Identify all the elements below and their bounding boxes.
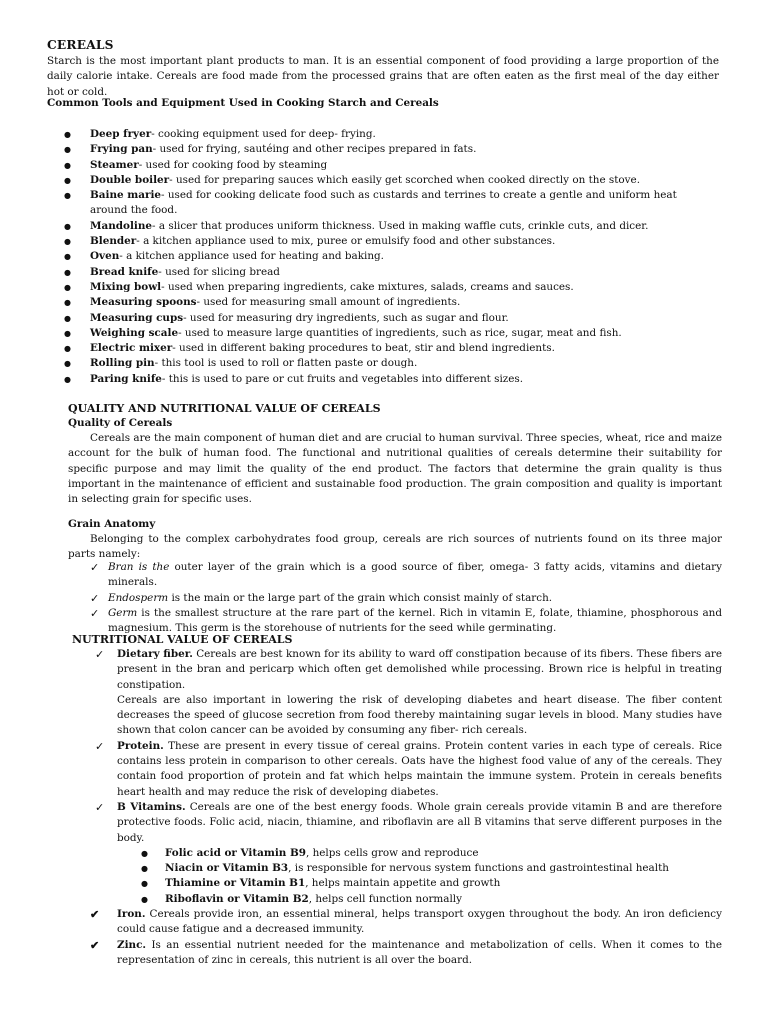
tool-desc: - this is used to pare or cut fruits and vegetables into different sizes. — [161, 372, 524, 385]
page-title: CEREALS — [47, 38, 114, 52]
list-item — [64, 295, 704, 310]
vitamin-desc: , helps cells grow and reproduce — [305, 846, 479, 859]
tool-name: Paring knife — [90, 372, 162, 385]
vitamin-b-term: B Vitamins. — [117, 800, 186, 813]
tool-desc: - used to measure large quantities of ingredients, such as rice, sugar, meat and fish. — [178, 326, 622, 339]
vitamin-list — [141, 846, 722, 907]
fiber-term: Dietary fiber. — [117, 648, 193, 660]
list-item — [64, 326, 704, 341]
check-icon: ✓ — [95, 648, 105, 661]
list-item — [95, 800, 722, 846]
nutrition-list — [90, 647, 722, 968]
list-item — [141, 892, 722, 907]
anatomy-desc: outer layer of the grain which is a good source of fiber, omega- 3 fatty acids, vitamins and dietary minerals. — [108, 561, 722, 589]
list-item — [64, 341, 704, 356]
anatomy-desc: is the main or the large part of the grain which consist mainly of starch. — [168, 591, 553, 604]
list-item — [64, 127, 704, 142]
protein-term: Protein. — [117, 739, 164, 752]
list-item — [64, 234, 704, 249]
tool-name: Oven — [90, 250, 120, 263]
quality-subheading: Quality of Cereals — [68, 417, 173, 429]
tool-name: Blender — [90, 235, 137, 248]
list-item — [90, 907, 722, 938]
check-icon: ✓ — [90, 591, 100, 605]
tool-name: Baine marie — [90, 189, 162, 202]
list-item — [141, 846, 722, 861]
fiber-desc: Cereals are best known for its ability to ward off constipation because of its fibers. These fibers are present in the bran and pericarp which often get demolished while processing. Brown rice is helpful in treating constipation. — [117, 648, 722, 691]
list-item — [64, 265, 704, 280]
list-item — [64, 249, 704, 264]
list-item — [64, 219, 704, 234]
list-item — [90, 560, 722, 591]
tool-name: Electric mixer — [90, 342, 173, 355]
tools-heading: Common Tools and Equipment Used in Cooking Starch and Cereals — [47, 97, 439, 109]
check-icon: ✓ — [90, 561, 100, 574]
check-icon: ✓ — [95, 800, 105, 814]
zinc-desc: Is an essential nutrient needed for the maintenance and metabolization of cells. When it comes to the representation of zinc in cereals, this nutrient is all over the board. — [117, 938, 722, 966]
tool-desc: - used in different baking procedures to beat, stir and blend ingredients. — [172, 342, 555, 355]
list-item — [64, 311, 704, 326]
list-item — [90, 938, 722, 969]
anatomy-desc: is the smallest structure at the rare part of the kernel. Rich in vitamin E, folate, thiamine, phosphorous and magnesium. This germ is the storehouse of nutrients for the seed while germinating. — [108, 606, 722, 635]
iron-term: Iron. — [117, 908, 146, 921]
tool-desc: - used for measuring dry ingredients, such as sugar and flour. — [183, 311, 509, 324]
tool-desc: - a kitchen appliance used for heating and baking. — [119, 250, 384, 263]
list-item — [141, 876, 722, 891]
iron-desc: Cereals provide iron, an essential mineral, helps transport oxygen throughout the body. An iron deficiency could cause fatigue and a decreased immunity. — [117, 908, 722, 936]
anatomy-heading: Grain Anatomy — [68, 518, 156, 530]
list-item — [64, 142, 704, 157]
tool-name: Double boiler — [90, 173, 170, 186]
tool-desc: - used for cooking delicate food such as custards and terrines to create a gentle and uniform heat around the food. — [90, 189, 677, 217]
anatomy-list — [90, 560, 722, 636]
anatomy-term: Bran is the — [108, 561, 170, 573]
list-item — [64, 372, 704, 387]
tools-list — [64, 127, 704, 387]
quality-paragraph: Cereals are the main component of human diet and are crucial to human survival. Three species, wheat, rice and maize account for the bulk of human food. The functional and nutritional qualities of cereals determine their suitability for specific purpose and may limit the quality of the end product. The factors that determine the grain quality is thus important in the maintenance of efficient and sustainable food production. The grain composition and quality is important in selecting grain for specific uses. — [68, 432, 722, 506]
check-icon: ✔ — [90, 908, 100, 922]
tool-name: Mixing bowl — [90, 280, 162, 293]
list-item — [95, 647, 722, 739]
check-icon: ✓ — [90, 606, 100, 620]
fiber-extra: Cereals are also important in lowering the risk of developing diabetes and heart disease. The fiber content decreases the speed of glucose secretion from food thereby maintaining sugar levels in blood. Many studies have shown that colon cancer can be avoided by consuming any fiber- rich cereals. — [117, 693, 722, 737]
zinc-term: Zinc. — [117, 938, 147, 951]
tool-name: Mandoline — [90, 219, 153, 232]
anatomy-term: Endosperm — [108, 591, 169, 604]
list-item — [64, 356, 704, 371]
tool-name: Measuring spoons — [90, 296, 197, 309]
check-icon: ✔ — [90, 938, 100, 952]
anatomy-intro: Belonging to the complex carbohydrates food group, cereals are rich sources of nutrients found on its three major parts namely: — [68, 533, 722, 561]
vitamin-desc: , helps maintain appetite and growth — [305, 877, 501, 890]
tool-desc: - cooking equipment used for deep- frying. — [151, 128, 376, 140]
nutrition-heading: NUTRITIONAL VALUE OF CEREALS — [72, 633, 293, 646]
tool-name: Weighing scale — [90, 326, 179, 339]
tool-desc: - used for frying, sautéing and other recipes prepared in fats. — [152, 143, 477, 156]
anatomy-term: Germ — [108, 606, 138, 619]
tool-name: Frying pan — [90, 143, 153, 156]
check-icon: ✓ — [95, 739, 105, 753]
tool-name: Bread knife — [90, 265, 159, 278]
vitamin-name: Folic acid or Vitamin B9 — [165, 846, 306, 859]
intro-paragraph: Starch is the most important plant products to man. It is an essential component of food providing a large proportion of the daily calorie intake. Cereals are food made from the processed grains that are often eaten as the first meal of the day either hot or cold. — [47, 55, 719, 98]
vitamin-name: Niacin or Vitamin B3 — [165, 862, 289, 875]
list-item — [64, 173, 704, 188]
tool-desc: - this tool is used to roll or flatten paste or dough. — [154, 357, 418, 370]
tool-desc: - used for preparing sauces which easily get scorched when cooked directly on the stove. — [169, 173, 640, 186]
tool-desc: - used for measuring small amount of ingredients. — [196, 296, 461, 309]
tool-desc: - used when preparing ingredients, cake mixtures, salads, creams and sauces. — [161, 280, 574, 293]
tool-name: Deep fryer — [90, 128, 152, 140]
list-item — [90, 591, 722, 606]
quality-heading: QUALITY AND NUTRITIONAL VALUE OF CEREALS — [68, 402, 381, 415]
list-item — [64, 188, 704, 219]
tool-desc: - used for slicing bread — [158, 265, 280, 278]
list-item — [64, 280, 704, 295]
vitamin-desc: , is responsible for nervous system functions and gastrointestinal health — [288, 862, 669, 875]
vitamin-name: Thiamine or Vitamin B1 — [165, 877, 306, 890]
vitamin-name: Riboflavin or Vitamin B2 — [165, 892, 309, 905]
tool-desc: - a slicer that produces uniform thickness. Used in making waffle cuts, crinkle cuts, and dicer. — [152, 219, 649, 232]
tool-name: Steamer — [90, 158, 139, 171]
vitamin-desc: , helps cell function normally — [308, 892, 462, 905]
protein-desc: These are present in every tissue of cereal grains. Protein content varies in each type of cereals. Rice contains less protein in comparison to other cereals. Oats have the highest food value of any of the cereals. They contain food proportion of protein and fat which helps maintain the immune system. Protein in cereals benefits heart health and may reduce the risk of developing diabetes. — [117, 739, 722, 798]
tool-desc: - a kitchen appliance used to mix, puree or emulsify food and other substances. — [136, 235, 556, 248]
tool-desc: - used for cooking food by steaming — [138, 158, 328, 171]
list-item — [95, 739, 722, 800]
list-item — [64, 158, 704, 173]
vitamin-b-desc: Cereals are one of the best energy foods. Whole grain cereals provide vitamin B and are therefore protective foods. Folic acid, niacin, thiamine, and riboflavin are all B vitamins that serve different purposes in the body. — [117, 800, 722, 844]
list-item — [141, 861, 722, 876]
tool-name: Measuring cups — [90, 311, 184, 324]
tool-name: Rolling pin — [90, 357, 155, 370]
